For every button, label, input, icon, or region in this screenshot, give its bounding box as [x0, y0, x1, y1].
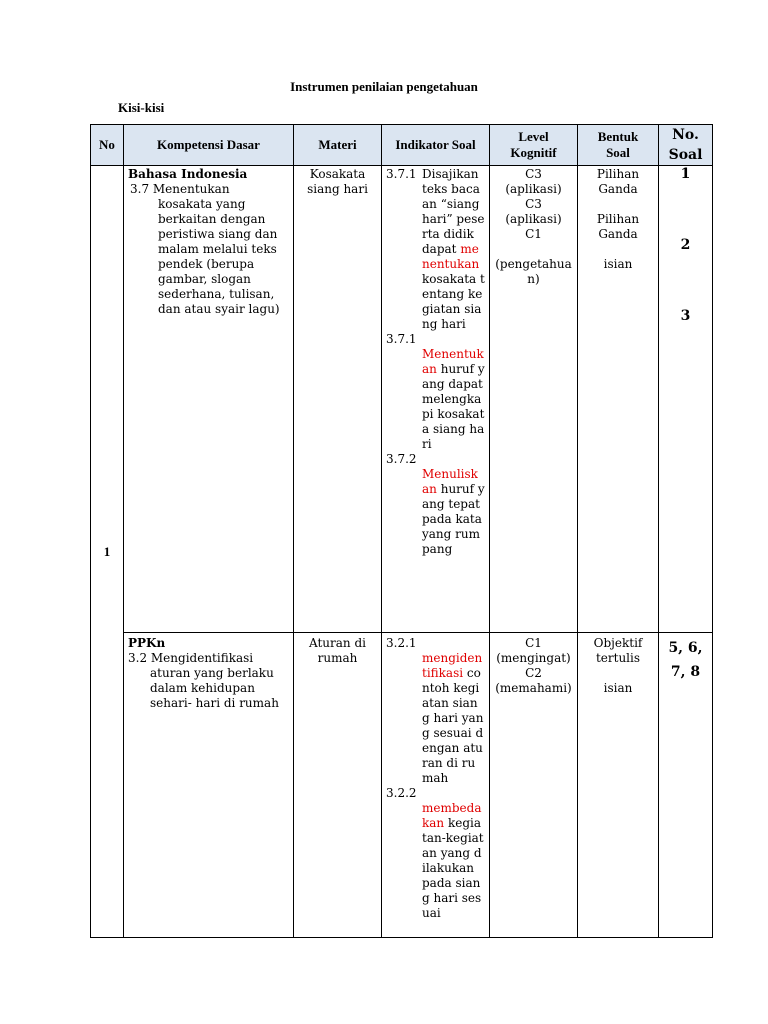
- indikator-text-rest: kosakata tentang kegiatan siang hari: [422, 272, 485, 331]
- level-desc: (mengingat): [496, 651, 571, 665]
- indikator-item: [386, 167, 485, 332]
- indikator-number: 3.7.2: [386, 452, 417, 466]
- kompetensi-cell: [124, 166, 294, 633]
- bentuk-cell: [578, 633, 659, 938]
- bentuk-value: Pilihan Ganda: [596, 212, 640, 241]
- level-value: C1: [525, 636, 542, 650]
- bentuk-value: isian: [603, 257, 633, 271]
- header-level-kognitif: [490, 125, 578, 166]
- subject-name: PPKn: [128, 636, 166, 650]
- soal-number: 2: [680, 237, 691, 253]
- subject-name: Bahasa Indonesia: [128, 167, 248, 181]
- indikator-verb: mengidentifikasi: [422, 651, 483, 680]
- level-value: C3: [525, 197, 542, 211]
- indikator-item: [386, 786, 485, 921]
- header-bentuk-line2: Soal: [606, 145, 630, 160]
- nosoal-cell: [659, 166, 713, 633]
- level-desc: (pengetahuan): [495, 257, 572, 286]
- soal-numbers: 5, 6, 7, 8: [668, 640, 703, 680]
- level-value: C2: [525, 666, 542, 680]
- kd-text: kosakata yang berkaitan dengan peristiwa siang dan malam melalui teks pendek (berupa gambar, slogan sederhana, tulisan, dan atau syair lagu): [158, 197, 280, 316]
- level-desc: (aplikasi): [505, 212, 562, 226]
- soal-number: 1: [680, 166, 691, 182]
- table-header-row: [91, 125, 713, 166]
- indikator-item: [386, 452, 485, 557]
- indikator-text: Disajikan teks bacaan “siang hari” peserta didik dapat: [422, 167, 485, 256]
- kd-text: aturan yang berlaku dalam kehidupan sehari- hari di rumah: [150, 666, 279, 710]
- header-indikator-soal: Indikator Soal: [382, 125, 490, 166]
- kisi-kisi-table: [90, 124, 713, 938]
- level-desc: (memahami): [495, 681, 572, 695]
- nosoal-cell: [659, 633, 713, 938]
- header-level-line2: Kognitif: [510, 145, 557, 160]
- indikator-item: [386, 636, 485, 786]
- bentuk-cell: [578, 166, 659, 633]
- header-bentuk-soal: [578, 125, 659, 166]
- header-level-line1: Level: [518, 129, 549, 144]
- bentuk-value: Objektif tertulis: [593, 636, 643, 665]
- indikator-text: huruf yang tepat pada kata yang rumpang: [422, 482, 485, 556]
- indikator-number: 3.7.1: [386, 332, 417, 346]
- indikator-text: contoh kegiatan siang hari yang sesuai dengan aturan di rumah: [422, 666, 484, 785]
- level-cell: [490, 166, 578, 633]
- soal-number: 3: [680, 308, 691, 324]
- document-title: Instrumen penilaian pengetahuan: [290, 79, 478, 94]
- table-row: [91, 166, 713, 633]
- header-no-soal: [659, 125, 713, 166]
- kompetensi-cell: [124, 633, 294, 938]
- kd-number: 3.7 Menentukan: [130, 182, 230, 196]
- level-desc: (aplikasi): [505, 182, 562, 196]
- materi-cell: Aturan di rumah: [294, 633, 382, 938]
- header-materi: Materi: [294, 125, 382, 166]
- header-kompetensi-dasar: Kompetensi Dasar: [124, 125, 294, 166]
- indikator-verb: membedakan: [422, 801, 482, 830]
- indikator-cell: [382, 633, 490, 938]
- indikator-text: kegiatan-kegiatan yang dilakukan pada siang hari sesuai: [422, 816, 484, 920]
- indikator-number: 3.2.2: [386, 786, 417, 800]
- header-nosoal-line1: No.: [672, 127, 699, 143]
- level-value: C3: [525, 167, 542, 181]
- table-row: [91, 633, 713, 938]
- level-cell: [490, 633, 578, 938]
- header-no: No: [91, 125, 124, 166]
- level-value: C1: [525, 227, 542, 241]
- header-bentuk-line1: Bentuk: [597, 129, 639, 144]
- indikator-item: [386, 332, 485, 452]
- indikator-verb: Menentukan: [422, 347, 484, 376]
- indikator-text: huruf yang dapat melengkapi kosakata siang hari: [422, 362, 485, 451]
- indikator-number: 3.2.1: [386, 636, 417, 650]
- indikator-cell: [382, 166, 490, 633]
- indikator-number: 3.7.1: [386, 167, 417, 181]
- bentuk-value: Pilihan Ganda: [596, 167, 640, 196]
- indikator-verb: Menuliskan: [422, 467, 478, 496]
- bentuk-value: isian: [603, 681, 633, 695]
- row-number: 1: [91, 166, 124, 938]
- kd-number: 3.2 Mengidentifikasi: [128, 651, 254, 665]
- header-nosoal-line2: Soal: [668, 147, 703, 163]
- section-subtitle: Kisi-kisi: [118, 100, 165, 115]
- indikator-verb: menentukan: [422, 242, 480, 271]
- materi-cell: Kosakata siang hari: [294, 166, 382, 633]
